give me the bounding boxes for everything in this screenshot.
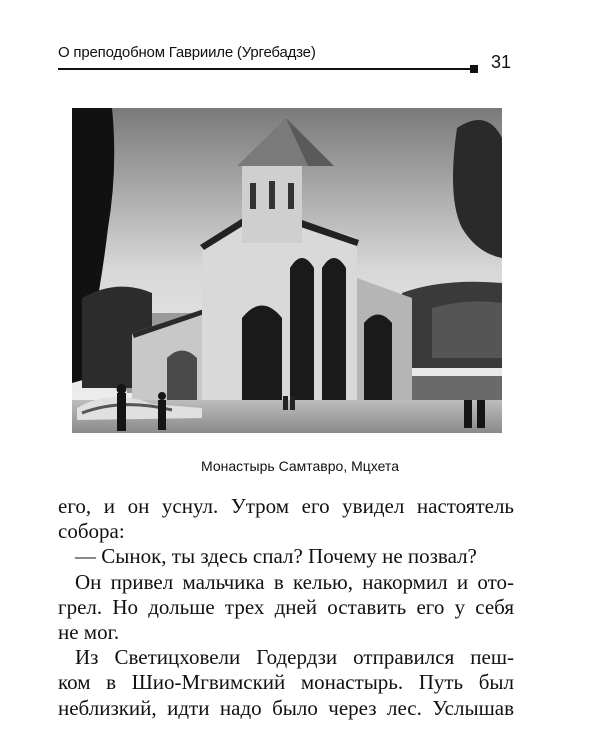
text-line: его, и он уснул. Утром его увидел настоятель (58, 494, 514, 518)
text-line: Он привел мальчика в келью, накормил и ото- (75, 569, 514, 594)
text-line: — Сынок, ты здесь спал? Почему не позвал? (75, 544, 477, 569)
running-header-title: О преподобном Гаврииле (Ургебадзе) (58, 44, 316, 61)
header-rule (58, 68, 470, 70)
page-number: 31 (491, 52, 512, 72)
text-line: грел. Но дольше трех дней оставить его у себя (58, 594, 514, 619)
header-rule-end-mark (470, 65, 478, 73)
text-line: Из Светицховели Годердзи отправился пеш- (75, 645, 514, 670)
text-line: неблизкий, идти надо было через лес. Услышав (58, 695, 514, 720)
text-line: не мог. (58, 620, 120, 645)
monastery-photo (72, 108, 502, 433)
text-line: ком в Шио-Мгвимский монастырь. Путь был (58, 670, 514, 695)
running-header (58, 44, 558, 84)
body-text (58, 494, 514, 721)
text-line: собора: (58, 519, 125, 544)
photo-caption: Монастырь Самтавро, Мцхета (201, 458, 399, 474)
